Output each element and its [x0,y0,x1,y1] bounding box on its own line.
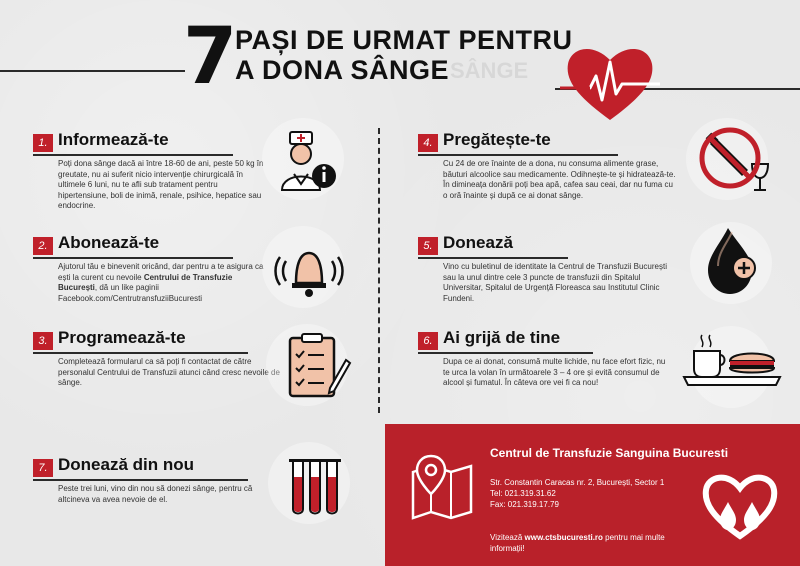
step-title: Donează [443,233,513,252]
step-underline [33,352,248,354]
no-alcohol-icon [686,120,781,200]
step-text: Poți dona sânge dacă ai între 18-60 de ani, peste 50 kg în greutate, nu ai suferit nicio intervenție chirurgicală în ultimele 6 luni, nu te afli sub tratament pentru hipertensiune, boli de inimă, renale, psihice, hepatice sau endocrine. [58,159,264,210]
step-text: Ajutorul tău e binevenit oricând, dar pentru a te asigura ca ești la curent cu nevoile Centrului de Transfuzie București, dă un like paginii Facebook.com/CentrutransfuziiBucuresti [58,262,264,303]
website-link[interactable]: www.ctsbucuresti.ro [524,533,603,542]
page-title-line1: PAȘI DE URMAT PENTRU [235,25,573,55]
cts-logo-icon [700,466,780,546]
footer-fax: Fax: 021.319.17.79 [490,500,559,509]
step-text: Cu 24 de ore înainte de a dona, nu consuma alimente grase, băuturi alcoolice sau medicamente. Odihnește-te și hidratează-te. În dimineața donării poți bea apă, cafea sau ceai, dar nu fuma cu o oră înainte și după ce ai donat sânge. [443,159,676,200]
step-number: 4. [418,134,438,152]
footer-contact [490,477,664,510]
step-underline [33,479,248,481]
step-number: 1. [33,134,53,152]
step-title: Programează-te [58,328,186,347]
header-rule-left [0,70,185,72]
step-title: Abonează-te [58,233,160,252]
title-ghost-text: SÂNGE [450,58,529,83]
footer-panel [385,424,800,566]
centre-name: Centrului de Transfuzie București [58,272,233,292]
step-number: 3. [33,332,53,350]
heart-pulse-icon [560,40,660,125]
blood-drop-icon [698,222,768,302]
step-text: Completează formularul ca să poți fi contactat de către personalul Centrului de Transfuzii atunci când cresc nevoile de sânge. [58,357,280,387]
bell-icon [272,235,347,305]
column-divider [378,128,380,413]
footer-tel: Tel: 021.319.31.62 [490,489,556,498]
footer-address: Str. Constantin Caracas nr. 2, București, Sector 1 [490,478,665,487]
footer-title: Centrul de Transfuzie Sanguina Bucuresti [490,446,729,460]
test-tubes-icon [285,455,345,525]
step-text: Vino cu buletinul de identitate la Centrul de Transfuzii București sau la unul dintre cele 3 puncte de transfuzii din Spitalul Universitar, Spitalul de Urgență Floreasca sau Institutul Clinic Fundeni. [443,262,667,303]
step-underline [418,154,618,156]
step-text: Peste trei luni, vino din nou să donezi sânge, pentru că altcineva va avea nevoie de el. [58,484,253,504]
step-underline [418,352,593,354]
clipboard-icon [280,330,355,405]
coffee-sandwich-icon [680,325,785,395]
page-title-line2: A DONA SÂNGE [235,55,450,85]
step-underline [33,154,233,156]
doctor-info-icon [272,128,347,198]
step-underline [418,257,568,259]
step-underline [33,257,233,259]
header-number: 7 [183,12,238,102]
map-pin-icon [407,452,477,522]
step-number: 6. [418,332,438,350]
step-title: Ai grijă de tine [443,328,561,347]
footer-visit: Vizitează www.ctsbucuresti.ro pentru mai multe informații! [490,533,665,553]
step-number: 5. [418,237,438,255]
step-number: 7. [33,459,53,477]
step-number: 2. [33,237,53,255]
step-title: Donează din nou [58,455,194,474]
step-title: Pregătește-te [443,130,551,149]
step-title: Informează-te [58,130,169,149]
step-text: Dupa ce ai donat, consumă multe lichide, nu face efort fizic, nu te urca la volan în următoarele 3 – 4 ore și evită consumul de alcool și fumatul. În câteva ore vei fi ca nou! [443,357,666,387]
